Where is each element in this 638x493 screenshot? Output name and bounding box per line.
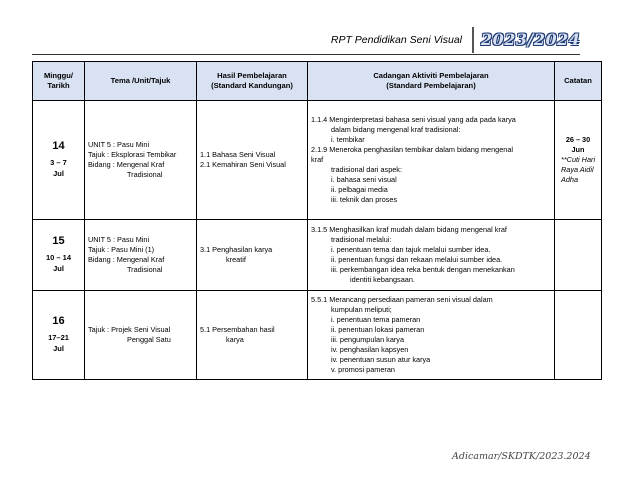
header-activity: Cadangan Aktiviti Pembelajaran (Standard Pembelajaran) — [308, 62, 555, 101]
notes-cell — [555, 220, 602, 291]
week-cell: 16 17–21 Jul — [33, 291, 85, 380]
week-cell: 15 10 – 14 Jul — [33, 220, 85, 291]
header-rule — [32, 54, 580, 55]
table-header-row — [33, 62, 602, 101]
academic-year: 2023/2024 — [481, 30, 581, 49]
header-notes: Catatan — [555, 62, 602, 101]
activity-cell: 5.5.1 Merancang persediaan pameran seni visual dalam kumpulan meliputi; i. penentuan tema pameran ii. penentuan lokasi pameran iii. pengumpulan karya iv. penghasilan kapsyen iv. penentuan susun atur karya v. promosi pameran — [308, 291, 555, 380]
lesson-plan-table — [32, 61, 602, 380]
outcome-cell: 5.1 Persembahan hasil karya — [197, 291, 308, 380]
notes-cell — [555, 291, 602, 380]
unit-cell: UNIT 5 : Pasu Mini Tajuk : Eksplorasi Tembikar Bidang : Mengenal Kraf Tradisional — [85, 101, 197, 220]
activity-cell: 1.1.4 Menginterpretasi bahasa seni visual yang ada pada karya dalam bidang mengenal kraf tradisional: i. tembikar 2.1.9 Meneroka penghasilan tembikar dalam bidang mengenal kraf tradisional dari aspek: i. bahasa seni visual ii. pelbagai media iii. teknik dan proses — [308, 101, 555, 220]
week-number: 15 — [52, 235, 65, 247]
page-header — [32, 27, 580, 55]
unit-cell: Tajuk : Projek Seni Visual Penggal Satu — [85, 291, 197, 380]
footer-signature: Adicamar/SKDTK/2023.2024 — [452, 451, 591, 462]
unit-cell: UNIT 5 : Pasu Mini Tajuk : Pasu Mini (1) Bidang : Mengenal Kraf Tradisional — [85, 220, 197, 291]
table-row — [33, 220, 602, 291]
header-divider — [472, 27, 474, 53]
table-row — [33, 291, 602, 380]
activity-cell: 3.1.5 Menghasilkan kraf mudah dalam bidang mengenal kraf tradisional melalui: i. penentuan tema dan tajuk melalui sumber idea. ii. penentuan fungsi dan rekaan melalui sumber idea. iii. perkembangan idea reka bentuk dengan menekankan identiti kebangsaan. — [308, 220, 555, 291]
document-title: RPT Pendidikan Seni Visual — [330, 34, 462, 46]
table-row — [33, 101, 602, 220]
header-unit: Tema /Unit/Tajuk — [85, 62, 197, 101]
notes-cell: 26 – 30 Jun **Cuti Hari Raya Aidil Adha — [555, 101, 602, 220]
week-number: 16 — [52, 315, 65, 327]
outcome-cell: 3.1 Penghasilan karya kreatif — [197, 220, 308, 291]
header-outcome: Hasil Pembelajaran (Standard Kandungan) — [197, 62, 308, 101]
week-number: 14 — [52, 140, 65, 152]
outcome-cell: 1.1 Bahasa Seni Visual 2.1 Kemahiran Seni Visual — [197, 101, 308, 220]
header-week: Minggu/ Tarikh — [33, 62, 85, 101]
week-cell: 14 3 – 7 Jul — [33, 101, 85, 220]
